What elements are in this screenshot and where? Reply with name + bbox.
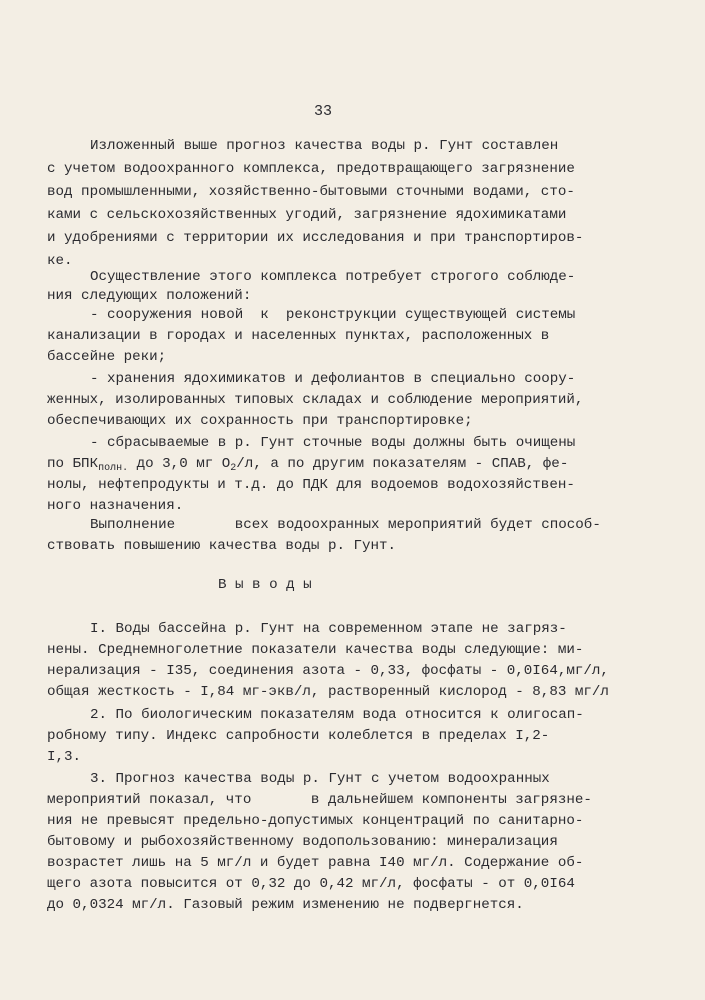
conclusion-1-line-1: I. Воды бассейна р. Гунт на современном этапе не загряз- — [90, 621, 567, 637]
item-1-line-3: бассейне реки; — [47, 349, 167, 365]
item-3-subscript-poln: полн. — [98, 463, 129, 474]
paragraph-1-line-6: ке. — [47, 253, 73, 269]
conclusion-2-line-1: 2. По биологическим показателям вода относится к олигосап- — [90, 707, 584, 723]
conclusion-1-line-4: общая жесткость - I,84 мг-экв/л, растворенный кислород - 8,83 мг/л — [47, 684, 609, 700]
conclusion-3-line-1: 3. Прогноз качества воды р. Гунт с учетом водоохранных — [90, 771, 550, 787]
item-2-line-3: обеспечивающих их сохранность при транспортировке; — [47, 413, 473, 429]
conclusion-2-line-2: робному типу. Индекс сапробности колеблется в пределах I,2- — [47, 728, 550, 744]
item-1-line-2: канализации в городах и населенных пунктах, расположенных в — [47, 328, 550, 344]
conclusion-3-line-4: бытовому и рыбохозяйственному водопользованию: минерализация — [47, 834, 558, 850]
paragraph-1-line-4: ками с сельскохозяйственных угодий, загрязнение ядохимикатами — [47, 207, 567, 223]
item-3-line-2-end: /л, а по другим показателям - СПАВ, фе- — [236, 456, 569, 472]
item-3-line-2-prefix: по БПК — [47, 456, 99, 472]
item-2-line-1: - хранения ядохимикатов и дефолиантов в специально соору- — [90, 371, 576, 387]
item-3-line-4: ного назначения. — [47, 498, 184, 514]
item-2-line-2: женных, изолированных типовых складах и соблюдение мероприятий, — [47, 392, 584, 408]
paragraph-3-line-2: ствовать повышению качества воды р. Гунт. — [47, 538, 397, 554]
item-3-line-2-rest: до 3,0 мг О — [128, 456, 231, 472]
conclusion-3-line-6: щего азота повысится от 0,32 до 0,42 мг/л, фосфаты - от 0,0I64 — [47, 876, 575, 892]
conclusion-1-line-3: нерализация - I35, соединения азота - 0,33, фосфаты - 0,0I64,мг/л, — [47, 663, 609, 679]
item-3-subscript-2: 2 — [230, 463, 237, 474]
paragraph-1-line-2: с учетом водоохранного комплекса, предотвращающего загрязнение — [47, 161, 575, 177]
paragraph-2-line-2: ния следующих положений: — [47, 288, 252, 304]
item-1-line-1: - сооружения новой к реконструкции существующей системы — [90, 307, 576, 323]
paragraph-1-line-5: и удобрениями с территории их исследования и при транспортиров- — [47, 230, 584, 246]
item-3-line-2 — [47, 455, 568, 473]
paragraph-3-line-1: Выполнение всех водоохранных мероприятий будет способ- — [90, 517, 601, 533]
paragraph-2-line-1: Осуществление этого комплекса потребует строгого соблюде- — [90, 269, 576, 285]
conclusions-heading: В ы в о д ы — [218, 577, 312, 593]
conclusion-3-line-7: до 0,0324 мг/л. Газовый режим изменению не подвергнется. — [47, 897, 524, 913]
conclusion-2-line-3: I,3. — [47, 749, 82, 765]
page-number: 33 — [314, 103, 333, 120]
conclusion-3-line-2: мероприятий показал, что в дальнейшем компоненты загрязне- — [47, 792, 592, 808]
conclusion-3-line-3: ния не превысят предельно-допустимых концентраций по санитарно- — [47, 813, 584, 829]
conclusion-3-line-5: возрастет лишь на 5 мг/л и будет равна I40 мг/л. Содержание об- — [47, 855, 584, 871]
item-3-line-1: - сбрасываемые в р. Гунт сточные воды должны быть очищены — [90, 435, 576, 451]
conclusion-1-line-2: нены. Среднемноголетние показатели качества воды следующие: ми- — [47, 642, 584, 658]
item-3-line-3: нолы, нефтепродукты и т.д. до ПДК для водоемов водохозяйствен- — [47, 477, 575, 493]
paragraph-1-line-1: Изложенный выше прогноз качества воды р. Гунт составлен — [90, 138, 559, 154]
paragraph-1-line-3: вод промышленными, хозяйственно-бытовыми сточными водами, сто- — [47, 184, 575, 200]
